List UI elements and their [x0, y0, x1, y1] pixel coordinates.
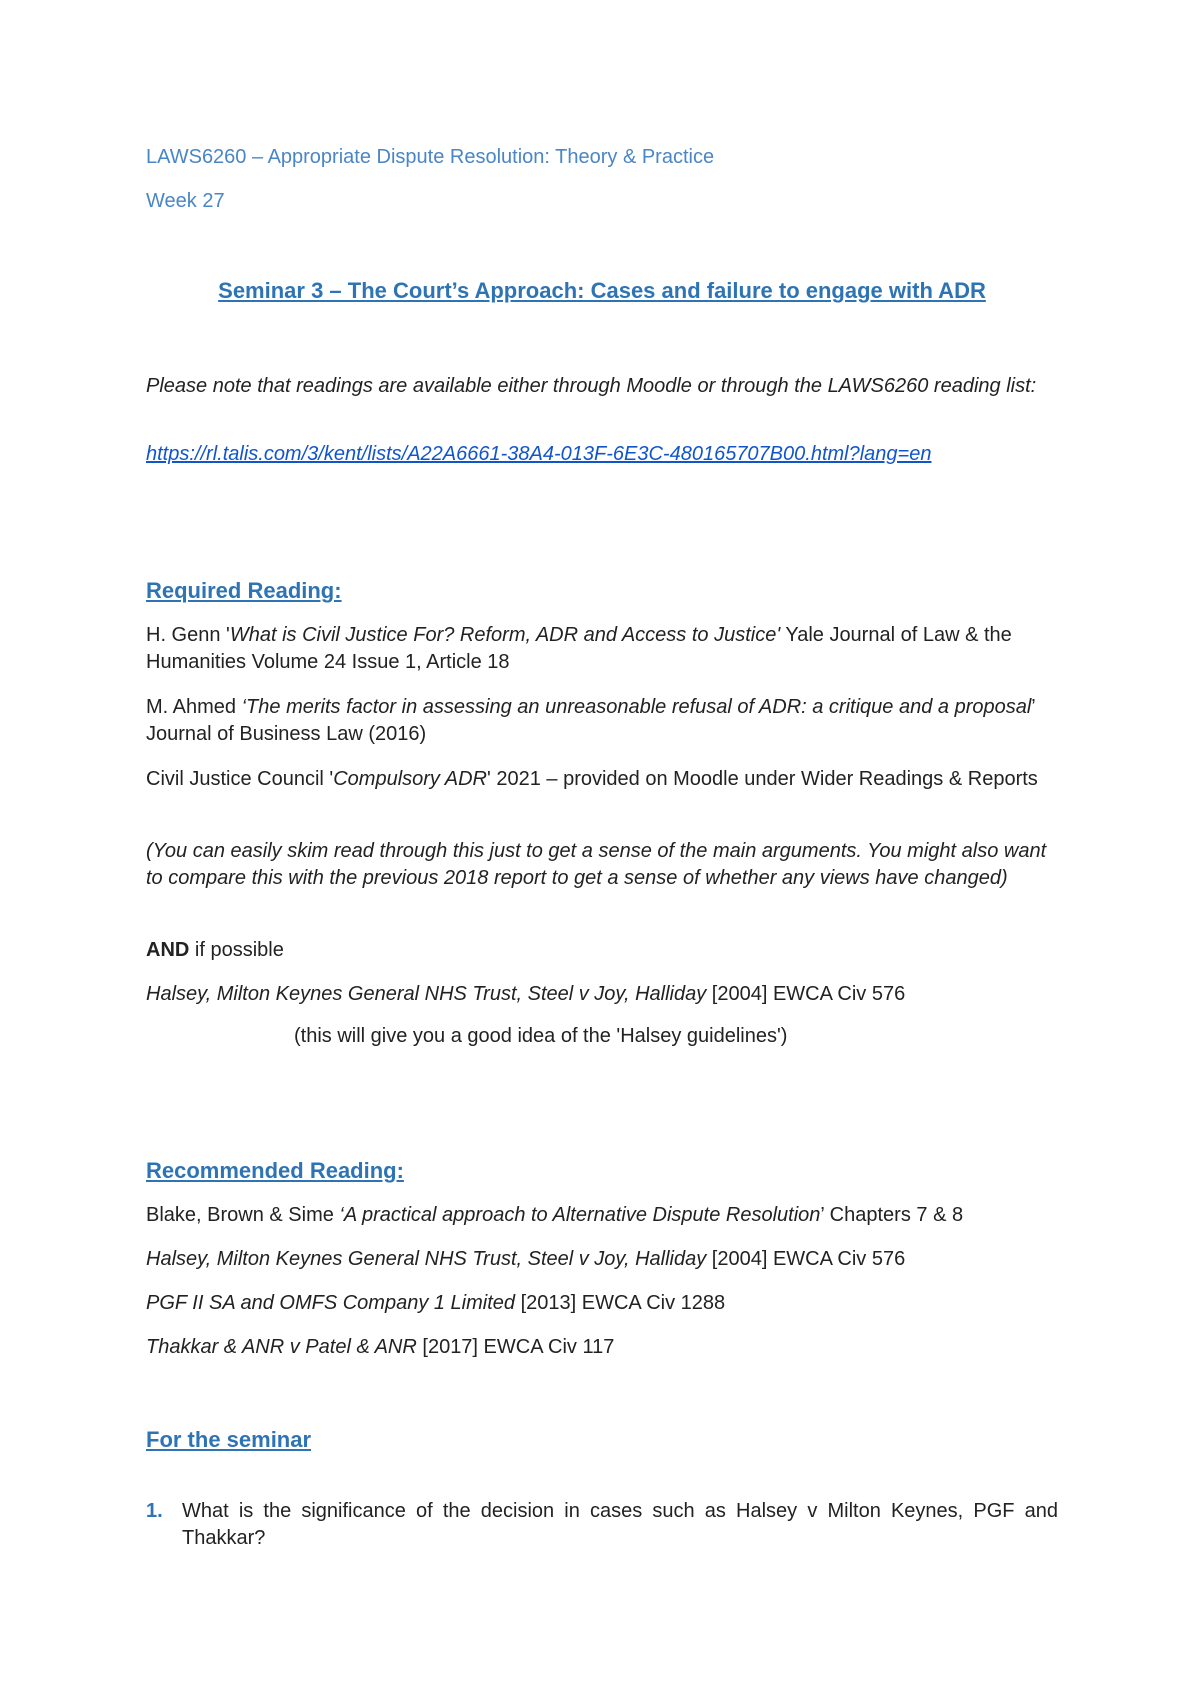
reading-thakkar	[146, 1334, 1058, 1361]
course-title: LAWS6260 – Appropriate Dispute Resolution: Theory & Practice	[146, 146, 715, 168]
reading-halsey-required	[146, 981, 1058, 1008]
case-citation: [2004] EWCA Civ 576	[706, 1248, 906, 1270]
reading-author: Blake, Brown & Sime	[146, 1204, 340, 1226]
case-name: Halsey, Milton Keynes General NHS Trust, Steel v Joy, Halliday	[146, 1248, 707, 1270]
reading-source: ’ Chapters 7 & 8	[820, 1204, 964, 1226]
halsey-guidelines-note: (this will give you a good idea of the 'Halsey guidelines')	[294, 1025, 788, 1047]
for-the-seminar-heading: For the seminar	[146, 1427, 312, 1452]
reading-title: What is Civil Justice For? Reform, ADR and Access to Justice'	[229, 624, 781, 646]
recommended-reading-heading: Recommended Reading:	[146, 1158, 404, 1183]
seminar-title: Seminar 3 – The Court’s Approach: Cases and failure to engage with ADR	[218, 278, 986, 303]
reading-cjc	[146, 766, 1058, 793]
reading-title: Compulsory ADR	[333, 768, 487, 790]
cjc-note: (You can easily skim read through this just to get a sense of the main arguments. You might also want to compare this with the previous 2018 report to get a sense of whether any views have changed)	[146, 840, 1047, 889]
reading-source: ' 2021 – provided on Moodle under Wider Readings & Reports	[486, 768, 1038, 790]
reading-author: Civil Justice Council '	[146, 768, 334, 790]
reading-blake	[146, 1202, 1058, 1229]
reading-halsey-recommended	[146, 1246, 1058, 1273]
reading-ahmed	[146, 694, 1058, 748]
case-name: Thakkar & ANR v Patel & ANR	[146, 1336, 417, 1358]
reading-author: M. Ahmed	[146, 696, 242, 718]
case-name: PGF II SA and OMFS Company 1 Limited	[146, 1292, 516, 1314]
case-citation: [2013] EWCA Civ 1288	[515, 1292, 726, 1314]
week-label: Week 27	[146, 190, 225, 212]
seminar-question	[146, 1498, 1058, 1552]
and-if-possible	[146, 937, 1058, 964]
question-number: 1.	[146, 1500, 163, 1522]
case-citation: [2017] EWCA Civ 117	[416, 1336, 615, 1358]
reading-genn	[146, 622, 1058, 676]
reading-source: ’ Journal of Business Law (2016)	[146, 696, 1035, 745]
reading-title: ‘The merits factor in assessing an unreasonable refusal of ADR: a critique and a proposal	[241, 696, 1032, 718]
reading-author: H. Genn '	[146, 624, 230, 646]
case-name: Halsey, Milton Keynes General NHS Trust, Steel v Joy, Halliday	[146, 983, 707, 1005]
reading-pgf	[146, 1290, 1058, 1317]
reading-list-link[interactable]: https://rl.talis.com/3/kent/lists/A22A6661-38A4-013F-6E3C-480165707B00.html?lang=en	[146, 443, 932, 465]
reading-source: Yale Journal of Law & the Humanities Volume 24 Issue 1, Article 18	[146, 624, 1012, 673]
if-possible-text: if possible	[189, 939, 284, 961]
readings-note: Please note that readings are available either through Moodle or through the LAWS6260 reading list:	[146, 375, 1037, 397]
question-text: What is the significance of the decision in cases such as Halsey v Milton Keynes, PGF and Thakkar?	[182, 1500, 1058, 1549]
required-reading-heading: Required Reading:	[146, 578, 342, 603]
reading-title: ‘A practical approach to Alternative Dispute Resolution	[339, 1204, 821, 1226]
case-citation: [2004] EWCA Civ 576	[706, 983, 906, 1005]
and-label: AND	[146, 939, 190, 961]
